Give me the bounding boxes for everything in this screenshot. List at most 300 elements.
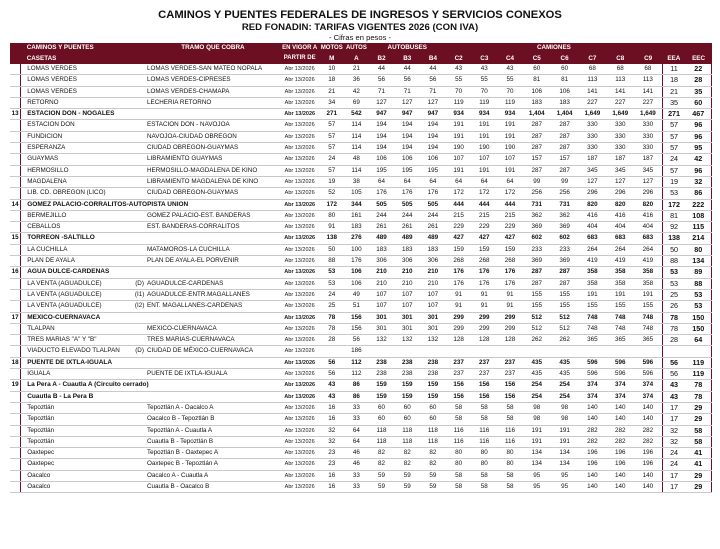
tariff-cell: 44 [369,64,395,75]
tariff-cell: 301 [369,312,395,323]
tariff-cell: 64 [446,176,472,187]
tariff-cell: 81 [523,75,551,86]
tramo-name: Tepoztlán B - Oaxtepec A [146,448,280,459]
tariff-cell: 191 [497,131,523,142]
effective-date: Abr 13/2026 [280,233,320,244]
tariff-cell: 187 [606,154,634,165]
tariff-cell: 362 [551,210,579,221]
tariff-cell: 683 [606,233,634,244]
caseta-name: ESPERANZA [21,143,133,154]
tariff-cell: 210 [394,278,420,289]
tariff-cell: 80 [686,244,712,255]
effective-date: Abr 13/2026 [280,154,320,165]
tariff-cell: 176 [344,256,369,267]
tariff-cell: 330 [578,143,606,154]
tariff-cell: 427 [446,233,472,244]
tariff-cell: 254 [551,380,579,391]
tariff-cell: 53 [686,289,712,300]
tramo-name: NAVOJOA-CIUDAD OBREGON [146,131,280,142]
tariff-cell: 116 [497,436,523,447]
caseta-code [133,120,146,131]
caseta-code [133,481,146,492]
tariff-cell: 58 [471,481,497,492]
tariff-cell: 186 [344,346,369,357]
section-row [10,380,712,391]
tariff-cell: 48 [344,154,369,165]
tariff-cell: 59 [369,481,395,492]
tariff-cell [319,346,344,357]
effective-date: Abr 13/2026 [280,402,320,413]
tariff-cell: 194 [420,131,446,142]
tariff-cell: 195 [420,165,446,176]
tariff-cell: 369 [523,222,551,233]
tariff-cell: 156 [471,380,497,391]
tariff-cell: 127 [369,97,395,108]
table-row [10,131,712,142]
tariff-cell [551,346,579,357]
tariff-cell: 33 [344,481,369,492]
section-number [10,346,21,357]
tariff-cell: 128 [497,335,523,346]
tariff-cell: 64 [394,176,420,187]
tariff-cell: 374 [634,380,662,391]
tariff-cell: 191 [471,131,497,142]
tariff-cell: 58 [497,481,523,492]
tariff-cell: 119 [497,97,523,108]
tariff-cell: 57 [319,131,344,142]
tariff-cell: 435 [523,369,551,380]
tariff-cell: 16 [319,402,344,413]
tariff-cell: 56 [369,75,395,86]
tariff-cell: 55 [471,75,497,86]
effective-date: Abr 13/2026 [280,210,320,221]
tariff-cell: 43 [662,391,686,402]
section-number [10,391,21,402]
col-casetas: CASETAS [21,53,146,64]
section-name: AGUA DULCE-CARDENAS [21,267,280,278]
section-row [10,233,712,244]
effective-date: Abr 13/2026 [280,481,320,492]
tariff-cell: 56 [662,357,686,368]
tariff-cell: 80 [471,459,497,470]
table-row [10,346,712,357]
tariff-cell: 254 [523,380,551,391]
caseta-name: LOMAS VERDES [21,64,133,75]
col-autos: AUTOS [345,45,367,51]
tariff-cell: 194 [369,120,395,131]
section-name: Cuautla B - La Pera B [21,391,280,402]
tariff-cell: 24 [662,448,686,459]
tariff-cell: 238 [369,369,395,380]
tariff-cell: 264 [634,244,662,255]
caseta-name: TLALPAN [21,323,133,334]
tariff-cell: 159 [394,391,420,402]
tariff-cell: 238 [369,357,395,368]
tariff-cell: 156 [497,391,523,402]
tariff-cell: 21 [662,86,686,97]
tariff-cell: 435 [523,357,551,368]
section-number: 16 [10,267,21,278]
section-number [10,459,21,470]
tariff-cell: 44 [394,64,420,75]
caseta-code [133,402,146,413]
effective-date: Abr 13/2026 [280,109,320,120]
tariff-cell: 92 [662,222,686,233]
tariff-cell: 95 [551,470,579,481]
tariff-cell: 330 [634,120,662,131]
table-row [10,369,712,380]
tariff-cell: 116 [471,425,497,436]
tariff-cell: 176 [471,278,497,289]
tariff-cell: 155 [606,301,634,312]
tariff-cell: 29 [686,470,712,481]
col-partir: PARTIR DE [280,53,320,64]
tariff-cell: 444 [446,199,472,210]
tariff-cell: 21 [344,64,369,75]
section-number [10,414,21,425]
section-number [10,97,21,108]
tariff-cell: 64 [369,176,395,187]
tariff-cell: 16 [319,470,344,481]
tariff-cell: 140 [606,402,634,413]
tariff-cell: 60 [551,64,579,75]
tariff-cell: 118 [394,425,420,436]
tariff-cell: 132 [420,335,446,346]
tariff-cell: 114 [344,131,369,142]
section-row [10,199,712,210]
caseta-code: (I1) [133,289,146,300]
caseta-name: BERMEJILLO [21,210,133,221]
tariff-cell: 172 [497,188,523,199]
tariff-cell: 56 [319,369,344,380]
tariff-cell: 602 [551,233,579,244]
tariff-cell: 17 [662,402,686,413]
section-number [10,335,21,346]
table-row [10,86,712,97]
caseta-name: Tepoztlán [21,414,133,425]
caseta-name: Oaxtepec [21,448,133,459]
tariff-cell: 134 [551,459,579,470]
tariff-cell: 44 [420,64,446,75]
section-name: GOMEZ PALACIO-CORRALITOS-AUTOPISTA UNION [21,199,280,210]
tariff-cell: 299 [497,312,523,323]
caseta-code [133,143,146,154]
col-b2: B2 [369,53,395,64]
table-row [10,448,712,459]
tariff-cell: 57 [662,143,686,154]
caseta-code [133,323,146,334]
tariff-cell: 276 [344,233,369,244]
tariff-cell: 141 [578,86,606,97]
tariff-cell: 215 [497,210,523,221]
tariff-cell: 58 [686,436,712,447]
tariff-cell: 69 [344,97,369,108]
tariff-cell: 215 [446,210,472,221]
section-number [10,143,21,154]
tariff-cell: 505 [394,199,420,210]
tariff-cell: 46 [344,459,369,470]
section-number [10,75,21,86]
tariff-cell: 140 [606,481,634,492]
tariff-cell: 59 [394,470,420,481]
tariff-cell: 11 [662,64,686,75]
section-name: ESTACION DON - NOGALES [21,109,280,120]
tariff-cell: 138 [319,233,344,244]
col-caminos: CAMINOS Y PUENTES [21,43,146,53]
tariff-cell: 108 [686,210,712,221]
tariff-cell: 683 [578,233,606,244]
section-number [10,165,21,176]
tariff-cell: 261 [394,222,420,233]
tariff-cell: 374 [606,380,634,391]
tariff-cell: 36 [344,75,369,86]
tariff-cell: 222 [686,199,712,210]
tariff-cell: 58 [471,414,497,425]
tariff-cell: 176 [369,188,395,199]
tariff-cell: 190 [446,143,472,154]
tariff-cell: 35 [686,86,712,97]
tariff-cell: 21 [319,86,344,97]
tariff-cell: 404 [578,222,606,233]
caseta-name: LA VENTA (AGUADULCE) [21,278,133,289]
tariff-cell: 194 [369,143,395,154]
tariff-cell: 444 [471,199,497,210]
tariff-cell: 23 [319,448,344,459]
col-c4: C4 [497,53,523,64]
tariff-cell: 60 [420,414,446,425]
caseta-name: Tepoztlán [21,425,133,436]
tariff-cell: 155 [634,301,662,312]
tariff-cell: 330 [578,131,606,142]
tariff-cell: 176 [497,267,523,278]
tariff-cell: 299 [471,312,497,323]
table-row [10,64,712,75]
tariff-cell: 159 [394,380,420,391]
tramo-name: MATAMOROS-LA CUCHILLA [146,244,280,255]
tariff-cell: 159 [446,244,472,255]
tariff-cell: 118 [369,425,395,436]
tariff-cell: 55 [446,75,472,86]
tariff-cell: 210 [369,278,395,289]
tariff-cell: 261 [420,222,446,233]
tramo-name: CIUDAD DE MÉXICO-CUERNAVACA [146,346,280,357]
tariff-cell: 98 [523,414,551,425]
tariff-cell: 81 [551,75,579,86]
tariff-cell: 820 [578,199,606,210]
tariff-cell: 296 [606,188,634,199]
effective-date: Abr 13/2026 [280,391,320,402]
section-name: PUENTE DE IXTLA-IGUALA [21,357,280,368]
tariff-cell: 596 [634,357,662,368]
tariff-cell: 330 [606,143,634,154]
tariff-cell: 369 [551,256,579,267]
tariff-cell: 107 [420,289,446,300]
tariff-cell: 934 [471,109,497,120]
tariff-cell: 748 [606,312,634,323]
tariff-cell: 505 [420,199,446,210]
tariff-cell: 191 [523,436,551,447]
tramo-name: AGUADULCE-ENTR.MAGALLANES [146,289,280,300]
effective-date: Abr 13/2026 [280,244,320,255]
tariff-cell: 140 [606,470,634,481]
tariff-cell: 78 [686,380,712,391]
tariff-cell: 82 [420,448,446,459]
tariff-cell: 60 [369,402,395,413]
tramo-name: AGUADULCE-CARDENAS [146,278,280,289]
tramo-name: MEXICO-CUERNAVACA [146,323,280,334]
tariff-cell: 24 [319,289,344,300]
tariff-cell: 268 [471,256,497,267]
tariff-cell: 41 [686,459,712,470]
tariff-cell: 53 [686,301,712,312]
tariff-cell: 306 [394,256,420,267]
tariff-cell: 195 [394,165,420,176]
tariff-cell: 176 [446,267,472,278]
tariff-cell: 58 [446,470,472,481]
tariff-cell: 489 [369,233,395,244]
caseta-name: VIADUCTO ELEVADO TLALPAN [21,346,133,357]
tariff-cell: 91 [446,289,472,300]
tariff-cell: 301 [369,323,395,334]
tariff-cell: 1,649 [578,109,606,120]
tariff-cell: 345 [578,165,606,176]
tariff-cell: 58 [497,414,523,425]
tariff-cell: 98 [551,402,579,413]
caseta-code [133,222,146,233]
tramo-name: LIBRAMIENTO GUAYMAS [146,154,280,165]
tariff-cell: 41 [686,448,712,459]
tariff-cell: 227 [606,97,634,108]
tariff-cell: 467 [686,109,712,120]
tariff-cell: 731 [551,199,579,210]
section-number [10,210,21,221]
tariff-cell: 256 [523,188,551,199]
tariff-cell: 489 [394,233,420,244]
caseta-code [133,97,146,108]
tariff-cell: 210 [420,267,446,278]
tariff-cell: 155 [551,301,579,312]
tariff-cell: 53 [662,188,686,199]
table-row [10,143,712,154]
caseta-code [133,335,146,346]
caseta-code [133,188,146,199]
tariff-cell: 78 [686,391,712,402]
caseta-code [133,210,146,221]
tariff-cell: 194 [420,143,446,154]
tariff-cell: 287 [551,143,579,154]
caseta-name: HERMOSILLO [21,165,133,176]
tariff-cell: 299 [497,323,523,334]
tariff-cell: 191 [446,165,472,176]
tariff-cell: 416 [578,210,606,221]
effective-date: Abr 13/2026 [280,301,320,312]
tariff-cell [606,346,634,357]
table-row [10,256,712,267]
tariff-cell [471,346,497,357]
section-number [10,323,21,334]
tariff-cell: 26 [662,301,686,312]
tariff-cell: 58 [446,402,472,413]
tariff-cell: 229 [471,222,497,233]
tariff-cell: 159 [369,391,395,402]
tariff-cell: 78 [662,323,686,334]
tariff-cell: 80 [319,210,344,221]
tariff-cell: 134 [551,448,579,459]
tariff-cell: 748 [578,312,606,323]
caseta-name: Tepoztlán [21,436,133,447]
tariff-cell: 51 [344,301,369,312]
tariff-cell: 419 [634,256,662,267]
tariff-cell: 358 [578,278,606,289]
tariff-cell: 95 [686,143,712,154]
tariff-cell: 86 [344,380,369,391]
table-row [10,97,712,108]
tariff-cell: 106 [369,154,395,165]
tariff-cell: 78 [319,323,344,334]
page-subtitle: RED FONADIN: TARIFAS VIGENTES 2026 (CON IVA) [241,22,479,33]
currency-note: - Cifras en pesos - [328,33,392,42]
tariff-cell: 427 [497,233,523,244]
tariff-cell: 191 [497,120,523,131]
tariff-cell: 330 [634,143,662,154]
tariff-cell: 57 [319,165,344,176]
tariff-cell: 345 [606,165,634,176]
section-number [10,131,21,142]
tariff-cell: 64 [497,176,523,187]
tariff-cell: 233 [523,244,551,255]
tariff-cell: 254 [551,391,579,402]
tariff-cell: 330 [606,131,634,142]
tariff-cell: 80 [446,459,472,470]
tariff-cell: 365 [578,335,606,346]
tariff-cell: 140 [578,470,606,481]
tariff-cell: 820 [606,199,634,210]
tariff-cell: 238 [394,369,420,380]
tariff-cell: 244 [394,210,420,221]
tariff-cell: 57 [319,120,344,131]
tariff-cell: 358 [606,267,634,278]
tariff-cell: 358 [634,278,662,289]
tariff-cell: 419 [606,256,634,267]
tariff-cell: 106 [420,154,446,165]
tariff-table [10,43,712,493]
caseta-name: CEBALLOS [21,222,133,233]
tariff-cell: 191 [634,289,662,300]
col-c7: C7 [578,53,606,64]
section-name: La Pera A - Cuautla A (Circuito cerrado) [21,380,280,391]
caseta-code [133,256,146,267]
effective-date: Abr 13/2026 [280,256,320,267]
tariff-cell [369,346,395,357]
tariff-cell: 155 [578,301,606,312]
tariff-cell: 271 [662,109,686,120]
tariff-cell: 115 [686,222,712,233]
tariff-cell: 183 [551,97,579,108]
caseta-name: Tepoztlán [21,402,133,413]
tariff-cell: 114 [344,120,369,131]
tariff-cell: 91 [471,301,497,312]
caseta-name: FUNDICION [21,131,133,142]
effective-date: Abr 13/2026 [280,323,320,334]
tariff-cell: 59 [394,481,420,492]
tariff-cell: 58 [471,470,497,481]
tariff-cell: 306 [420,256,446,267]
tariff-cell: 91 [319,222,344,233]
section-number [10,244,21,255]
tariff-cell: 82 [394,459,420,470]
caseta-code [133,459,146,470]
tariff-cell: 238 [394,357,420,368]
